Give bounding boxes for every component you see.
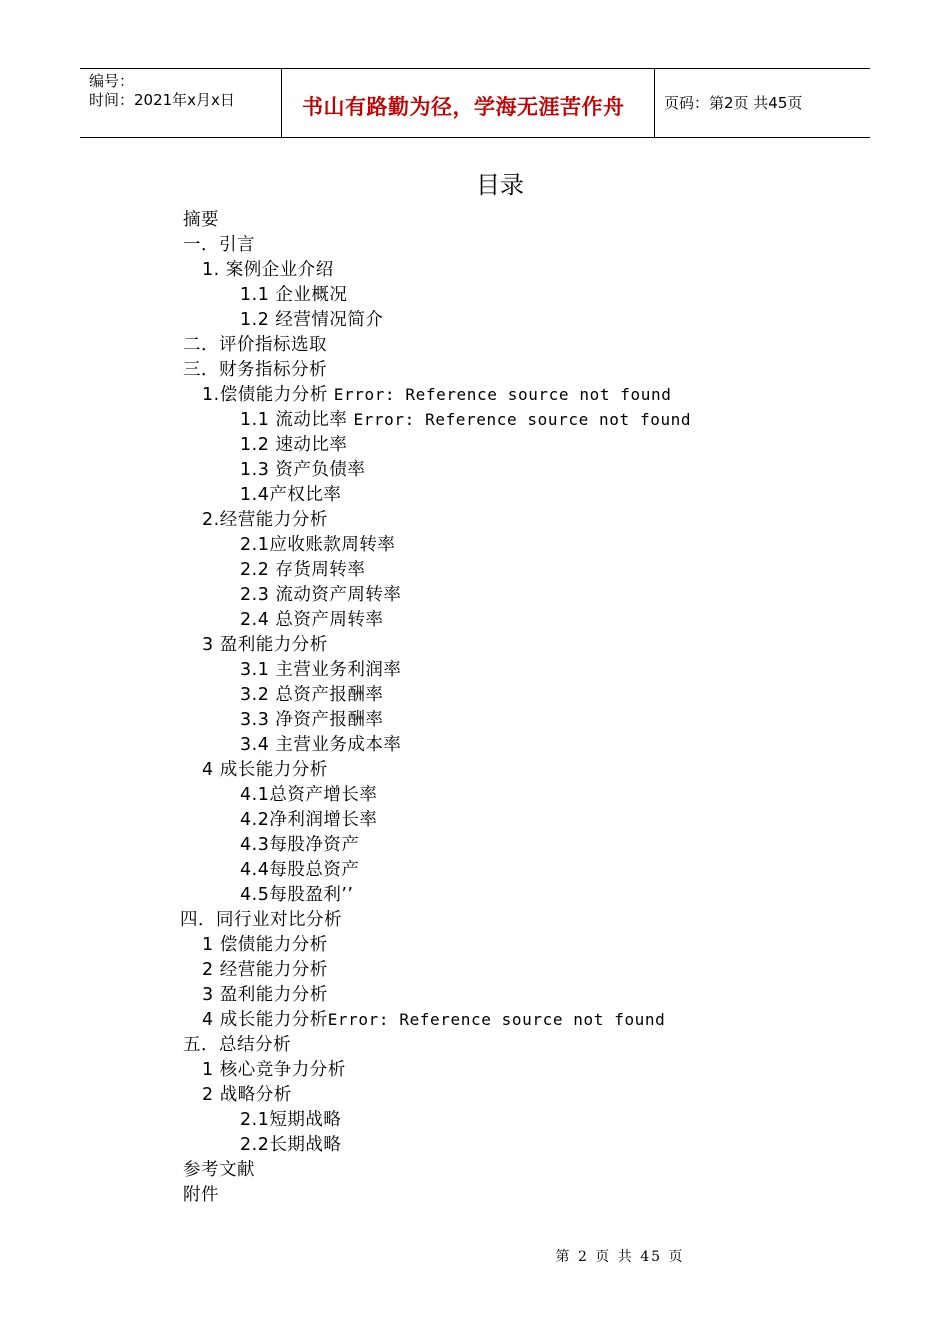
toc-entry[interactable]: 1 核心竞争力分析 — [202, 1060, 346, 1080]
toc-entry[interactable]: 4 成长能力分析Error: Reference source not found — [202, 1010, 666, 1030]
toc-entry[interactable]: 四．同行业对比分析 — [180, 910, 342, 930]
toc-entry[interactable]: 1.1 企业概况 — [240, 285, 348, 305]
toc-entry[interactable]: 4.2净利润增长率 — [240, 810, 378, 830]
toc-entry[interactable]: 三．财务指标分析 — [183, 360, 327, 380]
toc-entry[interactable]: 1.2 经营情况简介 — [240, 310, 384, 330]
page-footer: 第 2 页 共 45 页 — [555, 1249, 685, 1265]
toc-entry[interactable]: 2 经营能力分析 — [202, 960, 328, 980]
toc-entry[interactable]: 附件 — [183, 1185, 219, 1205]
toc-entry[interactable]: 2 战略分析 — [202, 1085, 292, 1105]
toc-entry[interactable]: 2.经营能力分析 — [202, 510, 328, 530]
toc-entry[interactable]: 1.3 资产负债率 — [240, 460, 366, 480]
toc-entry[interactable]: 五．总结分析 — [183, 1035, 291, 1055]
toc-entry[interactable]: 2.4 总资产周转率 — [240, 610, 384, 630]
toc-entry[interactable]: 4.4每股总资产 — [240, 860, 360, 880]
toc-entry[interactable]: 2.3 流动资产周转率 — [240, 585, 402, 605]
toc-entry[interactable]: 4.1总资产增长率 — [240, 785, 378, 805]
header-motto-cell — [282, 69, 655, 137]
document-number-label: 编号： — [89, 72, 135, 90]
toc-entry[interactable]: 4.5每股盈利’’ — [240, 885, 354, 905]
toc-entry[interactable]: 4.3每股净资产 — [240, 835, 360, 855]
toc-entry[interactable]: 1 偿债能力分析 — [202, 935, 328, 955]
toc-entry[interactable]: 1. 案例企业介绍 — [202, 260, 334, 280]
toc-entry[interactable]: 3.2 总资产报酬率 — [240, 685, 384, 705]
toc-entry[interactable]: 二．评价指标选取 — [183, 335, 327, 355]
toc-entry[interactable]: 3 盈利能力分析 — [202, 985, 328, 1005]
toc-entry[interactable]: 摘要 — [183, 210, 219, 230]
toc-entry[interactable]: 2.2 存货周转率 — [240, 560, 366, 580]
header-info-cell — [80, 69, 282, 137]
header-motto: 书山有路勤为径，学海无涯苦作舟 — [302, 95, 625, 119]
page-title: 目录 — [476, 171, 524, 199]
toc-entry[interactable]: 4 成长能力分析 — [202, 760, 328, 780]
toc-entry[interactable]: 1.偿债能力分析 Error: Reference source not found — [202, 385, 672, 405]
toc-entry[interactable]: 参考文献 — [183, 1160, 255, 1180]
toc-entry[interactable]: 一．引言 — [183, 235, 255, 255]
toc-entry[interactable]: 2.2长期战略 — [240, 1135, 342, 1155]
toc-entry[interactable]: 1.4产权比率 — [240, 485, 342, 505]
page-header — [80, 68, 870, 138]
header-page-label: 页码：第2页 共45页 — [664, 94, 803, 112]
toc-entry[interactable]: 3.1 主营业务利润率 — [240, 660, 402, 680]
toc-entry[interactable]: 3 盈利能力分析 — [202, 635, 328, 655]
toc-entry[interactable]: 1.2 速动比率 — [240, 435, 348, 455]
toc-entry[interactable]: 3.4 主营业务成本率 — [240, 735, 402, 755]
toc-entry[interactable]: 2.1应收账款周转率 — [240, 535, 396, 555]
toc-entry[interactable]: 3.3 净资产报酬率 — [240, 710, 384, 730]
toc-entry[interactable]: 1.1 流动比率 Error: Reference source not found — [240, 410, 692, 430]
toc-entry[interactable]: 2.1短期战略 — [240, 1110, 342, 1130]
header-page-cell — [655, 69, 870, 137]
document-time-label: 时间：2021年x月x日 — [89, 91, 235, 109]
